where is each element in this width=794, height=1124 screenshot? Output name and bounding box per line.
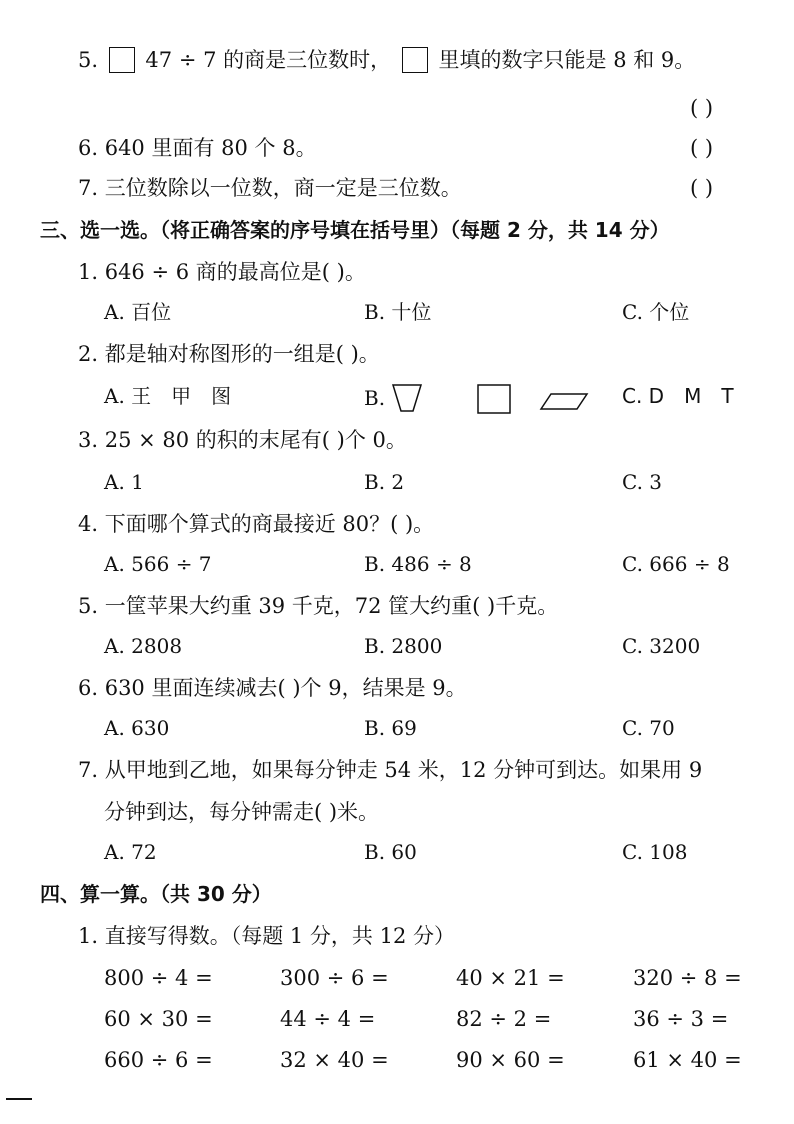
option-a[interactable]: A. 630: [104, 716, 170, 740]
calc-item: 82 ÷ 2 =: [456, 1007, 552, 1031]
footer-divider: [6, 1098, 32, 1100]
option-b[interactable]: B. 60: [364, 840, 417, 864]
calc-item: 90 × 60 =: [456, 1048, 565, 1072]
calc-item: 60 × 30 =: [104, 1007, 213, 1031]
calc-item: 44 ÷ 4 =: [280, 1007, 376, 1031]
shapes-icon: [391, 382, 591, 414]
option-a[interactable]: A. 王 甲 图: [104, 384, 232, 408]
option-a[interactable]: A. 566 ÷ 7: [104, 552, 212, 576]
judge-question-5: [78, 46, 695, 74]
option-b[interactable]: B. 69: [364, 716, 417, 740]
option-a[interactable]: A. 2808: [104, 634, 183, 658]
judge-question-6: 6. 640 里面有 80 个 8。: [78, 136, 317, 160]
option-c[interactable]: C. 70: [622, 716, 675, 740]
option-c[interactable]: C. 3: [622, 470, 663, 494]
section-3-title: 三、选一选。（将正确答案的序号填在括号里）（每题 2 分，共 14 分）: [40, 218, 670, 242]
choice-question-2: 2. 都是轴对称图形的一组是( )。: [78, 342, 380, 366]
calc-item: 800 ÷ 4 =: [104, 966, 213, 990]
judge-answer-paren-6[interactable]: ( ): [690, 136, 714, 160]
option-c[interactable]: C. D M T: [622, 384, 734, 408]
choice-question-5: 5. 一筐苹果大约重 39 千克，72 筐大约重( )千克。: [78, 594, 559, 618]
calc-item: 660 ÷ 6 =: [104, 1048, 213, 1072]
trapezoid-icon: [393, 385, 421, 411]
option-b[interactable]: B. 2: [364, 470, 405, 494]
calc-item: 36 ÷ 3 =: [633, 1007, 729, 1031]
choice-question-6: 6. 630 里面连续减去( )个 9，结果是 9。: [78, 676, 467, 700]
question-number: 5.: [78, 48, 99, 72]
calc-item: 32 × 40 =: [280, 1048, 389, 1072]
option-c[interactable]: C. 666 ÷ 8: [622, 552, 730, 576]
question-text-2: 里填的数字只能是 8 和 9。: [438, 48, 696, 72]
option-c[interactable]: C. 3200: [622, 634, 701, 658]
section-4-title: 四、算一算。（共 30 分）: [40, 882, 272, 906]
parallelogram-icon: [541, 394, 587, 409]
square-icon: [478, 385, 510, 413]
option-a[interactable]: A. 1: [104, 470, 144, 494]
calc-item: 40 × 21 =: [456, 966, 565, 990]
judge-answer-paren-7[interactable]: ( ): [690, 176, 714, 200]
option-c[interactable]: C. 108: [622, 840, 688, 864]
option-b[interactable]: B. 486 ÷ 8: [364, 552, 472, 576]
choice-question-4: 4. 下面哪个算式的商最接近 80？( )。: [78, 512, 435, 536]
choice-question-7: 7. 从甲地到乙地，如果每分钟走 54 米，12 分钟可到达。如果用 9: [78, 758, 703, 782]
option-b[interactable]: B. 十位: [364, 300, 432, 324]
option-a[interactable]: A. 百位: [104, 300, 172, 324]
judge-question-7: 7. 三位数除以一位数，商一定是三位数。: [78, 176, 462, 200]
choice-question-3: 3. 25 × 80 的积的末尾有( )个 0。: [78, 428, 407, 452]
option-c[interactable]: C. 个位: [622, 300, 690, 324]
answer-box-2[interactable]: [402, 47, 428, 73]
choice-question-1: 1. 646 ÷ 6 商的最高位是( )。: [78, 260, 366, 284]
option-b[interactable]: B. 2800: [364, 634, 443, 658]
judge-answer-paren-5[interactable]: ( ): [690, 96, 714, 120]
choice-question-7-cont: 分钟到达，每分钟需走( )米。: [104, 800, 380, 824]
option-b[interactable]: [364, 382, 591, 414]
calc-item: 320 ÷ 8 =: [633, 966, 742, 990]
option-a[interactable]: A. 72: [104, 840, 157, 864]
answer-box-1[interactable]: [109, 47, 135, 73]
calc-item: 61 × 40 =: [633, 1048, 742, 1072]
calc-item: 300 ÷ 6 =: [280, 966, 389, 990]
option-label: B.: [364, 386, 386, 410]
question-text: 47 ÷ 7 的商是三位数时，: [145, 48, 392, 72]
calc-subsection-1: 1. 直接写得数。（每题 1 分，共 12 分）: [78, 924, 455, 948]
